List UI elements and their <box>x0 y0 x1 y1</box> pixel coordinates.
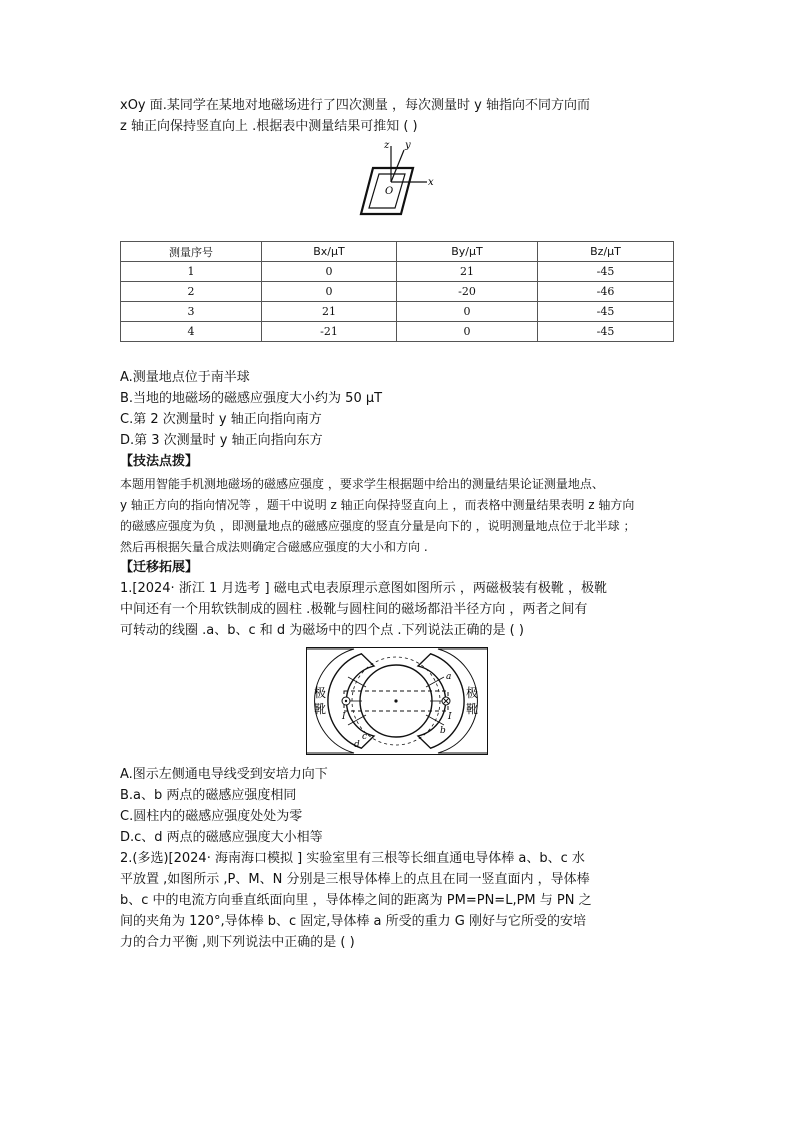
galvanometer-figure <box>306 647 488 755</box>
tips-line: y 轴正方向的指向情况等 ，题干中说明 z 轴正向保持竖直向上 ，而表格中测量结果表明 z 轴方向 <box>120 498 635 512</box>
table-row <box>121 262 674 282</box>
table-cell: -21 <box>262 322 397 342</box>
y-axis-line <box>391 150 404 182</box>
transfer-q2-line: 2.(多选)[2024· 海南海口模拟 ] 实验室里有三根等长细直通电导体棒 a、b、c 水 <box>120 851 585 866</box>
option-b: B.当地的地磁场的磁感应强度大小约为 50 μT <box>120 391 383 406</box>
tips-line: 的磁感应强度为负 ，即测量地点的磁感应强度的竖直分量是向下的 ，说明测量地点位于北半球 ； <box>120 519 636 533</box>
y-label: y <box>405 140 411 151</box>
current-left-label: I <box>342 712 346 722</box>
point-d-label: d <box>354 740 360 750</box>
header-cell: 测量序号 <box>121 242 262 262</box>
table-row <box>121 282 674 302</box>
point-b-label: b <box>440 726 446 736</box>
table-cell: 1 <box>121 262 262 282</box>
phone-axes-figure <box>355 138 445 220</box>
header-cell: Bx/μT <box>262 242 397 262</box>
table-cell: 2 <box>121 282 262 302</box>
table-cell: 21 <box>397 262 538 282</box>
table-cell: -46 <box>538 282 674 302</box>
tips-line: 本题用智能手机测地磁场的磁感应强度 ，要求学生根据题中给出的测量结果论证测量地点、 <box>120 477 604 491</box>
table-cell: 3 <box>121 302 262 322</box>
transfer-q2-line: 力的合力平衡 ,则下列说法中正确的是 ( ) <box>120 935 355 950</box>
center-dot <box>394 699 397 702</box>
left-pole-label-2: 靴 <box>314 702 327 716</box>
transfer-heading: 【迁移拓展】 <box>120 560 199 575</box>
table-row <box>121 322 674 342</box>
transfer-q2-line: 间的夹角为 120°,导体棒 b、c 固定,导体棒 a 所受的重力 G 刚好与它所受的安培 <box>120 914 586 929</box>
point-a-label: a <box>446 672 452 682</box>
header-cell: Bz/μT <box>538 242 674 262</box>
transfer-q1-line: 中间还有一个用软铁制成的圆柱 .极靴与圆柱间的磁场都沿半径方向 ，两者之间有 <box>120 602 588 617</box>
transfer-q1-line: 可转动的线圈 .a、b、c 和 d 为磁场中的四个点 .下列说法正确的是 ( ) <box>120 623 524 638</box>
transfer-option-b: B.a、b 两点的磁感应强度相同 <box>120 788 297 803</box>
table-cell: -45 <box>538 302 674 322</box>
option-d: D.第 3 次测量时 y 轴正向指向东方 <box>120 433 323 448</box>
measurement-table <box>120 241 674 342</box>
origin-label: O <box>385 186 394 197</box>
tips-line: 然后再根据矢量合成法则确定合磁感应强度的大小和方向 . <box>120 540 428 554</box>
option-c: C.第 2 次测量时 y 轴正向指向南方 <box>120 412 322 427</box>
intro-line-1: xOy 面.某同学在某地对地磁场进行了四次测量 ，每次测量时 y 轴指向不同方向而 <box>120 98 590 113</box>
intro-line-2: z 轴正向保持竖直向上 .根据表中测量结果可推知 ( ) <box>120 119 418 134</box>
table-cell: 0 <box>262 282 397 302</box>
x-label: x <box>428 177 434 188</box>
table-header-row <box>121 242 674 262</box>
right-pole-label-2: 靴 <box>466 702 479 716</box>
table-cell: 4 <box>121 322 262 342</box>
table-cell: 0 <box>397 322 538 342</box>
transfer-option-d: D.c、d 两点的磁感应强度大小相等 <box>120 830 323 845</box>
option-a: A.测量地点位于南半球 <box>120 370 250 385</box>
transfer-q2-line: 平放置 ,如图所示 ,P、M、N 分别是三根导体棒上的点且在同一竖直面内 ，导体棒 <box>120 872 590 887</box>
table-cell: -45 <box>538 322 674 342</box>
left-pole-label-1: 极 <box>314 686 327 700</box>
right-pole-label-1: 极 <box>466 686 479 700</box>
table-cell: -45 <box>538 262 674 282</box>
table-row <box>121 302 674 322</box>
transfer-q2-line: b、c 中的电流方向垂直纸面向里 ，导体棒之间的距离为 PM=PN=L,PM 与 PN 之 <box>120 893 592 908</box>
transfer-option-a: A.图示左侧通电导线受到安培力向下 <box>120 767 328 782</box>
table-cell: 0 <box>397 302 538 322</box>
table-cell: 0 <box>262 262 397 282</box>
header-cell: By/μT <box>397 242 538 262</box>
z-label: z <box>384 140 390 151</box>
transfer-option-c: C.圆柱内的磁感应强度处处为零 <box>120 809 303 824</box>
table-cell: 21 <box>262 302 397 322</box>
table-cell: -20 <box>397 282 538 302</box>
transfer-q1-line: 1.[2024· 浙江 1 月选考 ] 磁电式电表原理示意图如图所示 ，两磁极装有极靴 ，极靴 <box>120 581 607 596</box>
point-c-label: c <box>362 732 368 742</box>
tips-heading: 【技法点拨】 <box>120 454 199 469</box>
current-right-label: I <box>448 712 452 722</box>
